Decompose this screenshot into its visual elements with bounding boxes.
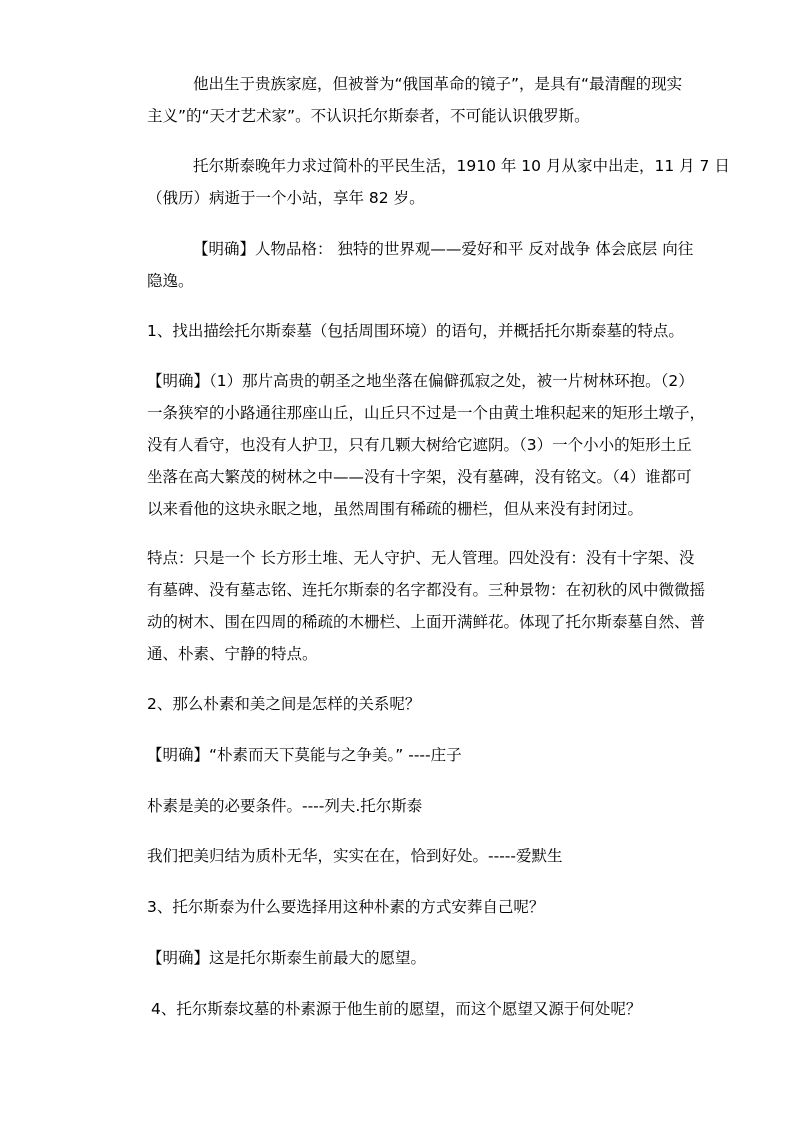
text-line: 【明确】（1）那片高贵的朝圣之地坐落在偏僻孤寂之处，被一片树林环抱。（2） <box>147 372 694 390</box>
text-line: 特点：只是一个 长方形土堆、无人守护、无人管理。四处没有：没有十字架、没 <box>147 549 695 567</box>
text-line: 通、朴素、宁静的特点。 <box>147 645 318 663</box>
text-line: 1、找出描绘托尔斯泰墓（包括周围环境）的语句，并概括托尔斯泰墓的特点。 <box>147 322 684 340</box>
answer-3 <box>147 942 727 974</box>
answer-1 <box>147 365 727 525</box>
text-line: 2、那么朴素和美之间是怎样的关系呢？ <box>147 695 421 713</box>
text-line: 朴素是美的必要条件。----列夫.托尔斯泰 <box>147 797 423 815</box>
text-line: （俄历）病逝于一个小站，享年 82 岁。 <box>147 189 425 207</box>
text-line: 没有人看守，也没有人护卫，只有几颗大树给它遮阴。（3）一个小小的矩形土丘 <box>147 436 692 454</box>
answer-2-quote-zhuangzi <box>147 739 727 771</box>
text-line: 主义”的“天才艺术家”。不认识托尔斯泰者，不可能认识俄罗斯。 <box>147 107 590 125</box>
text-line: 托尔斯泰晚年力求过简朴的平民生活，1910 年 10 月从家中出走，11 月 7 日 <box>193 157 730 175</box>
question-4 <box>147 993 727 1025</box>
text-line: 一条狭窄的小路通往那座山丘，山丘只不过是一个由黄土堆积起来的矩形土墩子， <box>147 404 706 422</box>
text-line: 3、托尔斯泰为什么要选择用这种朴素的方式安葬自己呢？ <box>147 898 545 916</box>
text-line: 他出生于贵族家庭，但被誉为“俄国革命的镜子”，是具有“最清醒的现实 <box>193 75 683 93</box>
paragraph-later-life <box>147 150 730 214</box>
text-line: 【明确】“朴素而天下莫能与之争美。” ----庄子 <box>147 746 462 764</box>
paragraph-features <box>147 542 727 670</box>
text-line: 动的树木、围在四周的稀疏的木栅栏、上面开满鲜花。体现了托尔斯泰墓自然、普 <box>147 613 706 631</box>
quote-emerson <box>147 840 727 872</box>
text-line: 隐逸。 <box>147 272 194 290</box>
text-line: 我们把美归结为质朴无华，实实在在，恰到好处。-----爱默生 <box>147 847 563 865</box>
text-line: 【明确】这是托尔斯泰生前最大的愿望。 <box>147 949 427 967</box>
paragraph-biography <box>147 68 727 132</box>
text-line: 4、托尔斯泰坟墓的朴素源于他生前的愿望，而这个愿望又源于何处呢？ <box>151 1000 642 1018</box>
text-line: 【明确】人物品格： 独特的世界观——爱好和平 反对战争 体会底层 向往 <box>193 240 694 258</box>
text-line: 以来看他的这块永眠之地，虽然周围有稀疏的栅栏，但从来没有封闭过。 <box>147 500 644 518</box>
text-line: 有墓碑、没有墓志铭、连托尔斯泰的名字都没有。三种景物：在初秋的风中微微摇 <box>147 581 706 599</box>
quote-tolstoy <box>147 790 727 822</box>
text-line: 坐落在高大繁茂的树林之中——没有十字架，没有墓碑，没有铭文。（4）谁都可 <box>147 468 692 486</box>
paragraph-character <box>147 233 727 297</box>
question-2 <box>147 688 727 720</box>
question-3 <box>147 891 727 923</box>
question-1 <box>147 315 727 347</box>
